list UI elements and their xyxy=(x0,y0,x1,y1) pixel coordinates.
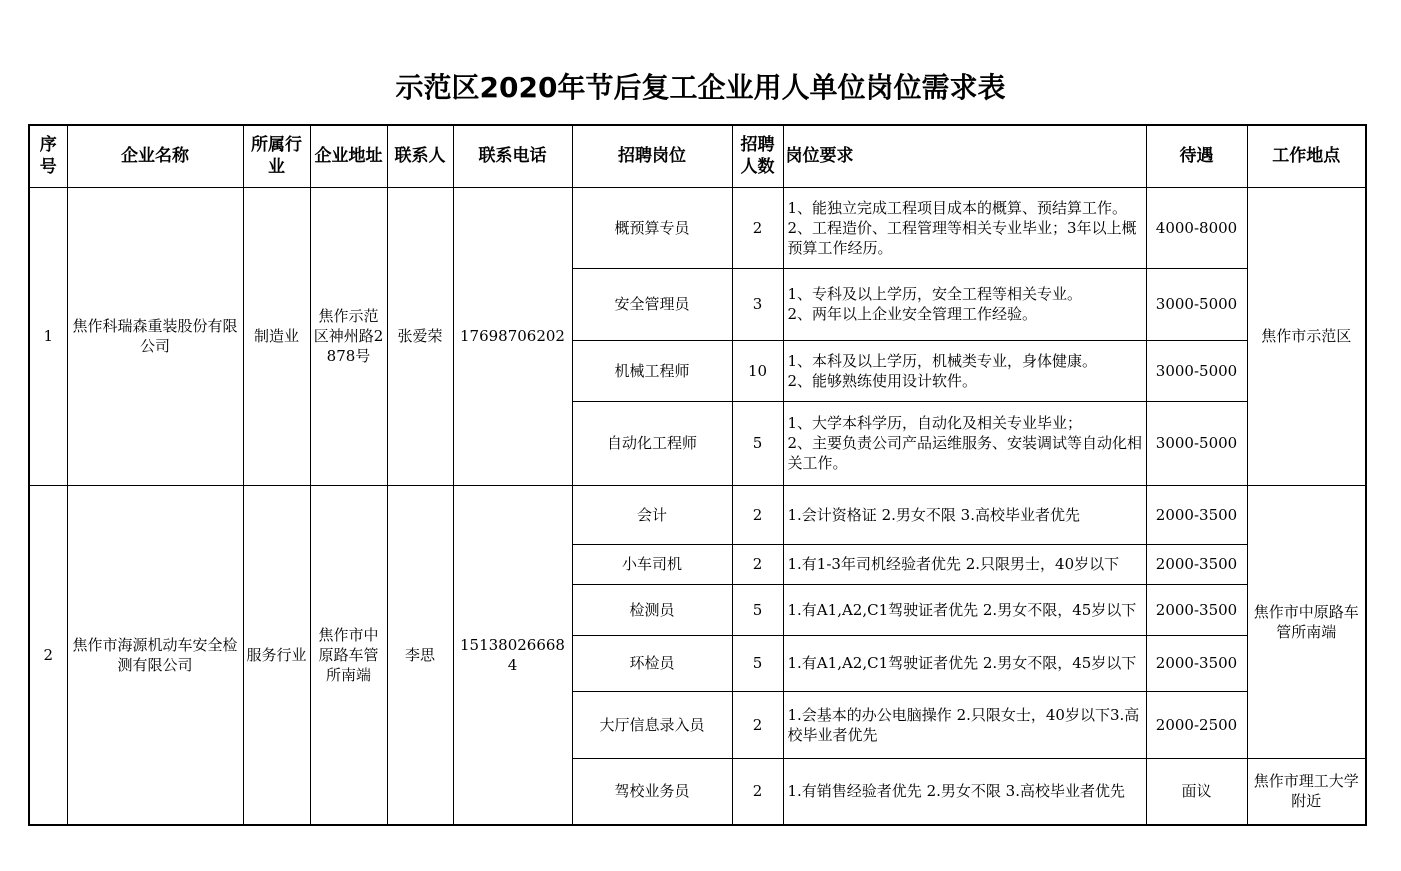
header-row xyxy=(29,125,1366,187)
job-requirements: 1、能独立完成工程项目成本的概算、预结算工作。 2、工程造价、工程管理等相关专业毕业；3年以上概预算工作经历。 xyxy=(783,187,1146,268)
job-count: 2 xyxy=(732,691,783,758)
header-industry: 所属行业 xyxy=(243,125,310,187)
company-industry: 服务行业 xyxy=(243,485,310,825)
job-position: 环检员 xyxy=(572,635,732,691)
job-salary: 2000-2500 xyxy=(1146,691,1247,758)
header-position: 招聘岗位 xyxy=(572,125,732,187)
job-requirements: 1.有A1,A2,C1驾驶证者优先 2.男女不限，45岁以下 xyxy=(783,584,1146,635)
job-count: 5 xyxy=(732,584,783,635)
job-position: 检测员 xyxy=(572,584,732,635)
job-requirements: 1.有A1,A2,C1驾驶证者优先 2.男女不限，45岁以下 xyxy=(783,635,1146,691)
job-requirements: 1.有销售经验者优先 2.男女不限 3.高校毕业者优先 xyxy=(783,758,1146,825)
job-salary: 4000-8000 xyxy=(1146,187,1247,268)
job-position: 概预算专员 xyxy=(572,187,732,268)
company-name: 焦作市海源机动车安全检测有限公司 xyxy=(67,485,243,825)
company-address: 焦作示范区神州路2878号 xyxy=(310,187,387,485)
job-salary: 面议 xyxy=(1146,758,1247,825)
job-position: 会计 xyxy=(572,485,732,544)
job-position: 安全管理员 xyxy=(572,268,732,340)
header-address: 企业地址 xyxy=(310,125,387,187)
header-salary: 待遇 xyxy=(1146,125,1247,187)
job-position: 大厅信息录入员 xyxy=(572,691,732,758)
job-requirements: 1.有1-3年司机经验者优先 2.只限男士，40岁以下 xyxy=(783,544,1146,584)
company-location-2: 焦作市理工大学附近 xyxy=(1247,758,1366,825)
header-requirements: 岗位要求 xyxy=(783,125,1146,187)
header-count: 招聘人数 xyxy=(732,125,783,187)
job-salary: 2000-3500 xyxy=(1146,544,1247,584)
job-salary: 2000-3500 xyxy=(1146,485,1247,544)
header-company: 企业名称 xyxy=(67,125,243,187)
job-salary: 2000-3500 xyxy=(1146,635,1247,691)
job-requirements-table xyxy=(28,124,1367,826)
header-contact: 联系人 xyxy=(387,125,453,187)
company-industry: 制造业 xyxy=(243,187,310,485)
job-requirements: 1、专科及以上学历，安全工程等相关专业。 2、两年以上企业安全管理工作经验。 xyxy=(783,268,1146,340)
header-location: 工作地点 xyxy=(1247,125,1366,187)
company-contact: 张爱荣 xyxy=(387,187,453,485)
job-salary: 3000-5000 xyxy=(1146,268,1247,340)
company-seq: 2 xyxy=(29,485,67,825)
job-salary: 3000-5000 xyxy=(1146,340,1247,401)
job-count: 2 xyxy=(732,544,783,584)
job-count: 2 xyxy=(732,187,783,268)
company-location: 焦作市中原路车管所南端 xyxy=(1247,485,1366,758)
job-requirements: 1、本科及以上学历，机械类专业，身体健康。 2、能够熟练使用设计软件。 xyxy=(783,340,1146,401)
job-salary: 2000-3500 xyxy=(1146,584,1247,635)
company-phone: 17698706202 xyxy=(453,187,572,485)
job-position: 驾校业务员 xyxy=(572,758,732,825)
company-contact: 李思 xyxy=(387,485,453,825)
header-seq: 序号 xyxy=(29,125,67,187)
table-row xyxy=(29,187,1366,268)
job-count: 2 xyxy=(732,485,783,544)
company-name: 焦作科瑞森重装股份有限公司 xyxy=(67,187,243,485)
job-count: 5 xyxy=(732,401,783,485)
job-count: 2 xyxy=(732,758,783,825)
job-position: 小车司机 xyxy=(572,544,732,584)
job-requirements: 1.会计资格证 2.男女不限 3.高校毕业者优先 xyxy=(783,485,1146,544)
job-count: 3 xyxy=(732,268,783,340)
table-row xyxy=(29,485,1366,544)
company-phone: 151380266684 xyxy=(453,485,572,825)
job-position: 自动化工程师 xyxy=(572,401,732,485)
page-title: 示范区2020年节后复工企业用人单位岗位需求表 xyxy=(395,71,1006,104)
company-seq: 1 xyxy=(29,187,67,485)
job-count: 5 xyxy=(732,635,783,691)
company-location: 焦作市示范区 xyxy=(1247,187,1366,485)
job-position: 机械工程师 xyxy=(572,340,732,401)
header-phone: 联系电话 xyxy=(453,125,572,187)
job-requirements: 1.会基本的办公电脑操作 2.只限女士，40岁以下3.高校毕业者优先 xyxy=(783,691,1146,758)
job-salary: 3000-5000 xyxy=(1146,401,1247,485)
company-address: 焦作市中原路车管所南端 xyxy=(310,485,387,825)
job-count: 10 xyxy=(732,340,783,401)
job-requirements: 1、大学本科学历，自动化及相关专业毕业； 2、主要负责公司产品运维服务、安装调试等自动化相关工作。 xyxy=(783,401,1146,485)
